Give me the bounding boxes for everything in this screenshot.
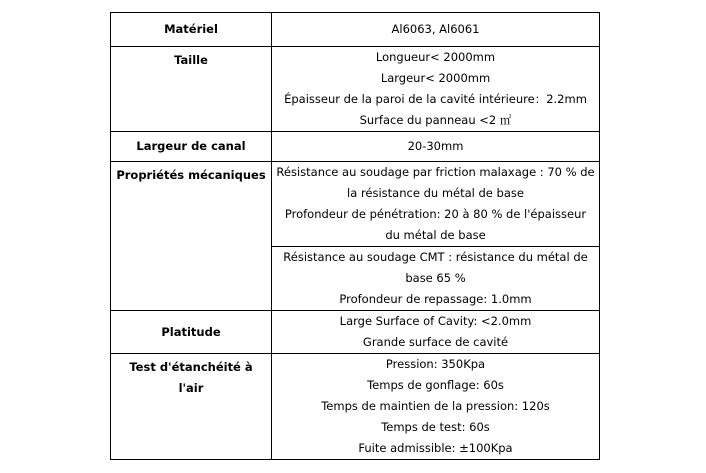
table-row-channel-width xyxy=(111,132,600,162)
value-line: Profondeur de repassage: 1.0mm xyxy=(339,292,532,306)
table-row-material xyxy=(111,13,600,47)
row-value-mechanical-cmt xyxy=(272,247,600,311)
row-label-material: Matériel xyxy=(111,13,272,47)
value-line: 20-30mm xyxy=(407,139,464,153)
row-label-flatness: Platitude xyxy=(111,311,272,354)
row-label-mechanical: Propriétés mécaniques xyxy=(111,162,272,311)
value-line: Profondeur de pénétration: 20 à 80 % de l'épaisseur du métal de base xyxy=(284,207,587,242)
value-line: Résistance au soudage par friction malaxage : 70 % de la résistance du métal de base xyxy=(276,165,595,200)
value-line: Al6063, Al6061 xyxy=(391,22,480,36)
value-line: Épaisseur de la paroi de la cavité intérieure：2.2mm xyxy=(284,92,587,106)
value-line: Largeur< 2000mm xyxy=(380,71,491,85)
value-line: Pression: 350Kpa xyxy=(385,357,486,371)
row-value-material xyxy=(272,13,600,47)
value-line: Temps de maintien de la pression: 120s xyxy=(321,399,550,413)
value-line: Grande surface de cavité xyxy=(362,335,509,349)
value-line: Résistance au soudage CMT : résistance du métal de base 65 % xyxy=(283,250,588,285)
value-line: Large Surface of Cavity: <2.0mm xyxy=(339,314,532,328)
value-line: Temps de gonflage: 60s xyxy=(367,378,504,392)
table-row-flatness xyxy=(111,311,600,354)
row-value-airtightness xyxy=(272,354,600,460)
row-label-airtightness: Test d'étanchéité à l'air xyxy=(111,354,272,460)
value-line: Longueur< 2000mm xyxy=(375,50,496,64)
row-value-mechanical-friction xyxy=(272,162,600,247)
row-label-channel-width: Largeur de canal xyxy=(111,132,272,162)
row-value-size xyxy=(272,47,600,132)
table-row-airtightness xyxy=(111,354,600,460)
row-value-channel-width xyxy=(272,132,600,162)
value-line: Fuite admissible: ±100Kpa xyxy=(358,441,513,455)
row-label-size: Taille xyxy=(111,47,272,132)
row-value-flatness xyxy=(272,311,600,354)
table-row-mechanical-a xyxy=(111,162,600,247)
table-row-size xyxy=(111,47,600,132)
value-line: Surface du panneau <2 ㎡ xyxy=(359,113,512,127)
spec-table xyxy=(110,12,600,460)
value-line: Temps de test: 60s xyxy=(381,420,490,434)
